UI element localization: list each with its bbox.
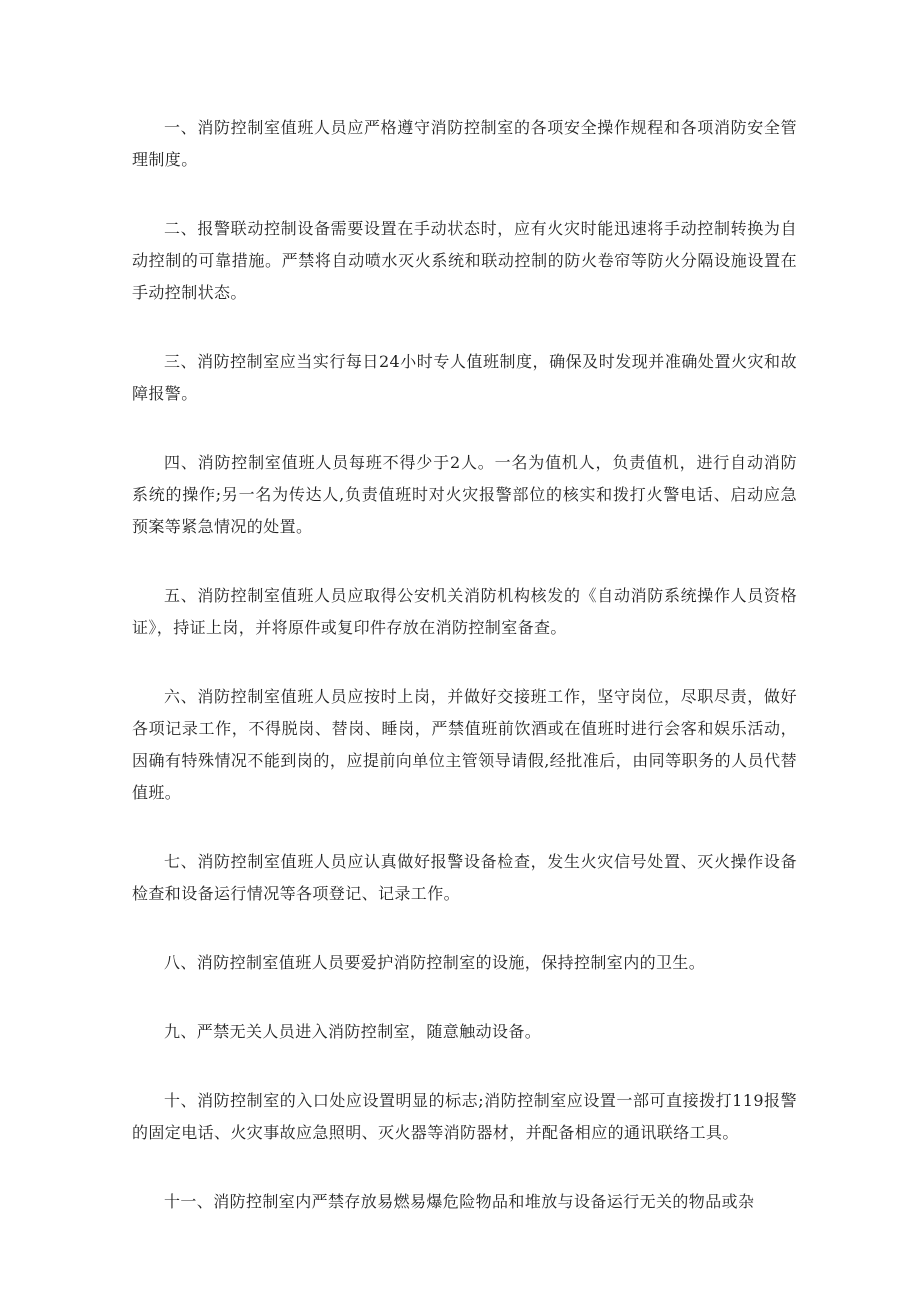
rule-paragraph-1: 一、消防控制室值班人员应严格遵守消防控制室的各项安全操作规程和各项消防安全管理制度。 [132, 118, 797, 169]
document-body [132, 112, 797, 1255]
rule-paragraph-11: 十一、消防控制室内严禁存放易燃易爆危险物品和堆放与设备运行无关的物品或杂 [164, 1192, 755, 1211]
rule-paragraph-5: 五、消防控制室值班人员应取得公安机关消防机构核发的《自动消防系统操作人员资格证》，持证上岗，并将原件或复印件存放在消防控制室备查。 [132, 586, 797, 637]
rule-paragraph-9: 九、严禁无关人员进入消防控制室，随意触动设备。 [164, 1022, 542, 1041]
rule-paragraph-10: 十、消防控制室的入口处应设置明显的标志;消防控制室应设置一部可直接拨打119报警的固定电话、火灾事故应急照明、灭火器等消防器材，并配备相应的通讯联络工具。 [132, 1091, 797, 1142]
rule-paragraph-6: 六、消防控制室值班人员应按时上岗，并做好交接班工作，坚守岗位，尽职尽责，做好各项记录工作，不得脱岗、替岗、睡岗，严禁值班前饮酒或在值班时进行会客和娱乐活动，因确有特殊情况不能到岗的，应提前向单位主管领导请假,经批准后，由同等职务的人员代替值班。 [132, 687, 797, 802]
rule-paragraph-3: 三、消防控制室应当实行每日24小时专人值班制度，确保及时发现并准确处置火灾和故障报警。 [132, 352, 797, 403]
rule-paragraph-7: 七、消防控制室值班人员应认真做好报警设备检查，发生火灾信号处置、灭火操作设备检查和设备运行情况等各项登记、记录工作。 [132, 852, 797, 903]
rule-paragraph-8: 八、消防控制室值班人员要爱护消防控制室的设施，保持控制室内的卫生。 [164, 953, 706, 972]
rule-paragraph-2: 二、报警联动控制设备需要设置在手动状态时，应有火灾时能迅速将手动控制转换为自动控制的可靠措施。严禁将自动喷水灭火系统和联动控制的防火卷帘等防火分隔设施设置在手动控制状态。 [132, 219, 797, 302]
rule-paragraph-4: 四、消防控制室值班人员每班不得少于2人。一名为值机人，负责值机，进行自动消防系统的操作;另一名为传达人,负责值班时对火灾报警部位的核实和拨打火警电话、启动应急预案等紧急情况的处置。 [132, 453, 797, 536]
